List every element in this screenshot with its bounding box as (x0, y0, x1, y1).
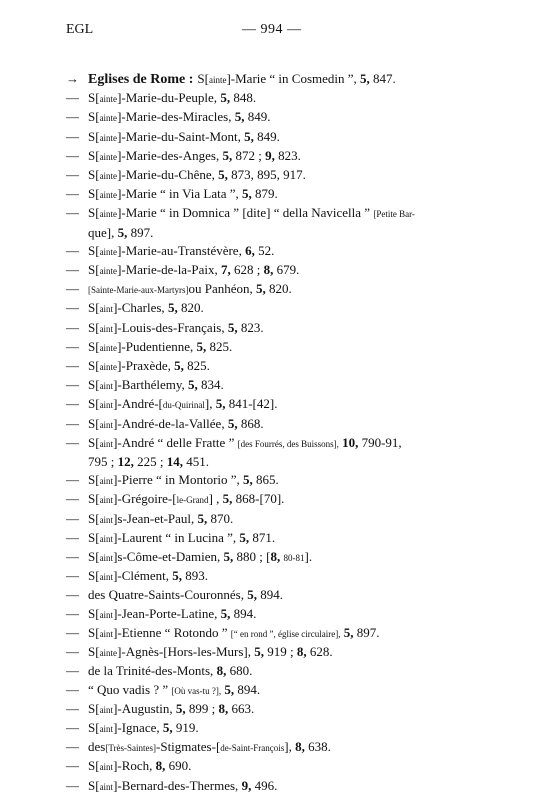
index-entry: — S[ainte]-Pudentienne, 5, 825. (66, 338, 486, 357)
index-entry: — S[aint]-Grégoire-[le-Grand] , 5, 868-[70]. (66, 490, 486, 509)
dash-icon: — (66, 549, 79, 565)
running-head: EGL (66, 22, 94, 37)
dash-icon: — (66, 396, 79, 412)
index-entry: — S[aint]s-Jean-et-Paul, 5, 870. (66, 510, 486, 529)
index-entry: — S[ainte]-Marie-des-Anges, 5, 872 ; 9, 823. (66, 147, 486, 166)
dash-icon: — (66, 681, 79, 697)
index-entry: — S[ainte]-Marie-du-Chêne, 5, 873, 895, 917. (66, 166, 486, 185)
index-entry: — de la Trinité-des-Monts, 8, 680. (66, 662, 486, 680)
dash-icon: — (66, 719, 79, 735)
dash-icon: — (66, 300, 79, 316)
index-entry: — S[ainte]-Marie-des-Miracles, 5, 849. (66, 108, 486, 127)
page-header (66, 22, 486, 42)
dash-icon: — (66, 568, 79, 584)
dash-icon: — (66, 377, 79, 393)
dash-icon: — (66, 434, 79, 450)
index-entry: — S[aint]-Bernard-des-Thermes, 9, 496. (66, 777, 486, 796)
index-entry: — S[aint]-André-[du-Quirinal], 5, 841-[42]. (66, 395, 486, 414)
dash-icon: — (66, 624, 79, 640)
dash-icon: — (66, 128, 79, 144)
dash-icon: — (66, 777, 79, 793)
dash-icon: — (66, 510, 79, 526)
index-entry: — S[aint]-Roch, 8, 690. (66, 757, 486, 776)
index-entry-heading: → Eglises de Rome : S[ainte]-Marie “ in Cosmedin ”, 5, 847. (66, 71, 396, 87)
dash-icon: — (66, 605, 79, 621)
index-entry: — S[aint]-Laurent “ in Lucina ”, 5, 871. (66, 529, 486, 548)
dash-icon: — (66, 587, 79, 603)
index-entry: — S[aint]s-Côme-et-Damien, 5, 880 ; [8, 80-81]. (66, 548, 486, 567)
dash-icon: — (66, 529, 79, 545)
index-entry: — S[ainte]-Marie “ in Domnica ” [dite] “ della Navicella ” [Petite Bar- que], 5, 897. (66, 205, 415, 240)
dash-icon: — (66, 663, 79, 679)
index-entry: — S[aint]-Clément, 5, 893. (66, 567, 486, 586)
entry-heading: Eglises de Rome : (88, 72, 194, 87)
index-entry: — des Quatre-Saints-Couronnés, 5, 894. (66, 586, 486, 604)
dash-icon: — (66, 644, 79, 660)
dash-icon: — (66, 358, 79, 374)
index-entry: — S[aint]-Etienne “ Rotondo ” [“ en rond ”, église circulaire], 5, 897. (66, 624, 486, 643)
index-entry: — S[aint]-Charles, 5, 820. (66, 299, 486, 318)
dash-icon: — (66, 319, 79, 335)
index-entry: — S[ainte]-Marie-du-Peuple, 5, 848. (66, 89, 486, 108)
index-entry: — S[ainte]-Marie-du-Saint-Mont, 5, 849. (66, 128, 486, 147)
dash-icon: — (66, 415, 79, 431)
dash-icon: — (66, 205, 79, 221)
dash-icon: — (66, 147, 79, 163)
dash-icon: — (66, 491, 79, 507)
index-entry: — des[Très-Saintes]-Stigmates-[de-Saint-François], 8, 638. (66, 738, 486, 757)
dash-icon: — (66, 242, 79, 258)
index-entry: — S[aint]-Louis-des-Français, 5, 823. (66, 319, 486, 338)
dash-icon: — (66, 472, 79, 488)
dash-icon: — (66, 262, 79, 278)
dash-icon: — (66, 186, 79, 202)
page-number: — 994 — (242, 22, 302, 37)
dash-icon: — (66, 739, 79, 755)
index-entry: — S[aint]-Augustin, 5, 899 ; 8, 663. (66, 700, 486, 719)
dash-icon: — (66, 700, 79, 716)
index-entry: — S[ainte]-Marie-de-la-Paix, 7, 628 ; 8, 679. (66, 261, 486, 280)
index-entry: — S[aint]-André-de-la-Vallée, 5, 868. (66, 415, 486, 434)
dash-icon: — (66, 758, 79, 774)
dash-icon: — (66, 167, 79, 183)
index-entry: — S[ainte]-Praxède, 5, 825. (66, 357, 486, 376)
index-entry: — S[aint]-André “ delle Fratte ” [des Fourrés, des Buissons], 10, 790-91, 795 ; 12, 225 ; 14, 451. (66, 434, 402, 470)
index-entry: — S[ainte]-Marie “ in Via Lata ”, 5, 879. (66, 185, 486, 204)
arrow-icon: → (66, 71, 79, 86)
index-entry: — S[aint]-Barthélemy, 5, 834. (66, 376, 486, 395)
dash-icon: — (66, 338, 79, 354)
index-entry: — [Sainte-Marie-aux-Martyrs]ou Panhéon, 5, 820. (66, 280, 486, 299)
index-entry: — S[ainte]-Agnès-[Hors-les-Murs], 5, 919 ; 8, 628. (66, 643, 486, 662)
index-entry: — S[aint]-Pierre “ in Montorio ”, 5, 865. (66, 471, 486, 490)
index-entries (66, 70, 486, 796)
dash-icon: — (66, 281, 79, 297)
index-entry: — “ Quo vadis ? ” [Où vas-tu ?], 5, 894. (66, 681, 486, 700)
dash-icon: — (66, 109, 79, 125)
index-entry: — S[aint]-Jean-Porte-Latine, 5, 894. (66, 605, 486, 624)
index-entry: — S[aint]-Ignace, 5, 919. (66, 719, 486, 738)
dash-icon: — (66, 90, 79, 106)
index-entry: — S[ainte]-Marie-au-Transtévère, 6, 52. (66, 242, 486, 261)
